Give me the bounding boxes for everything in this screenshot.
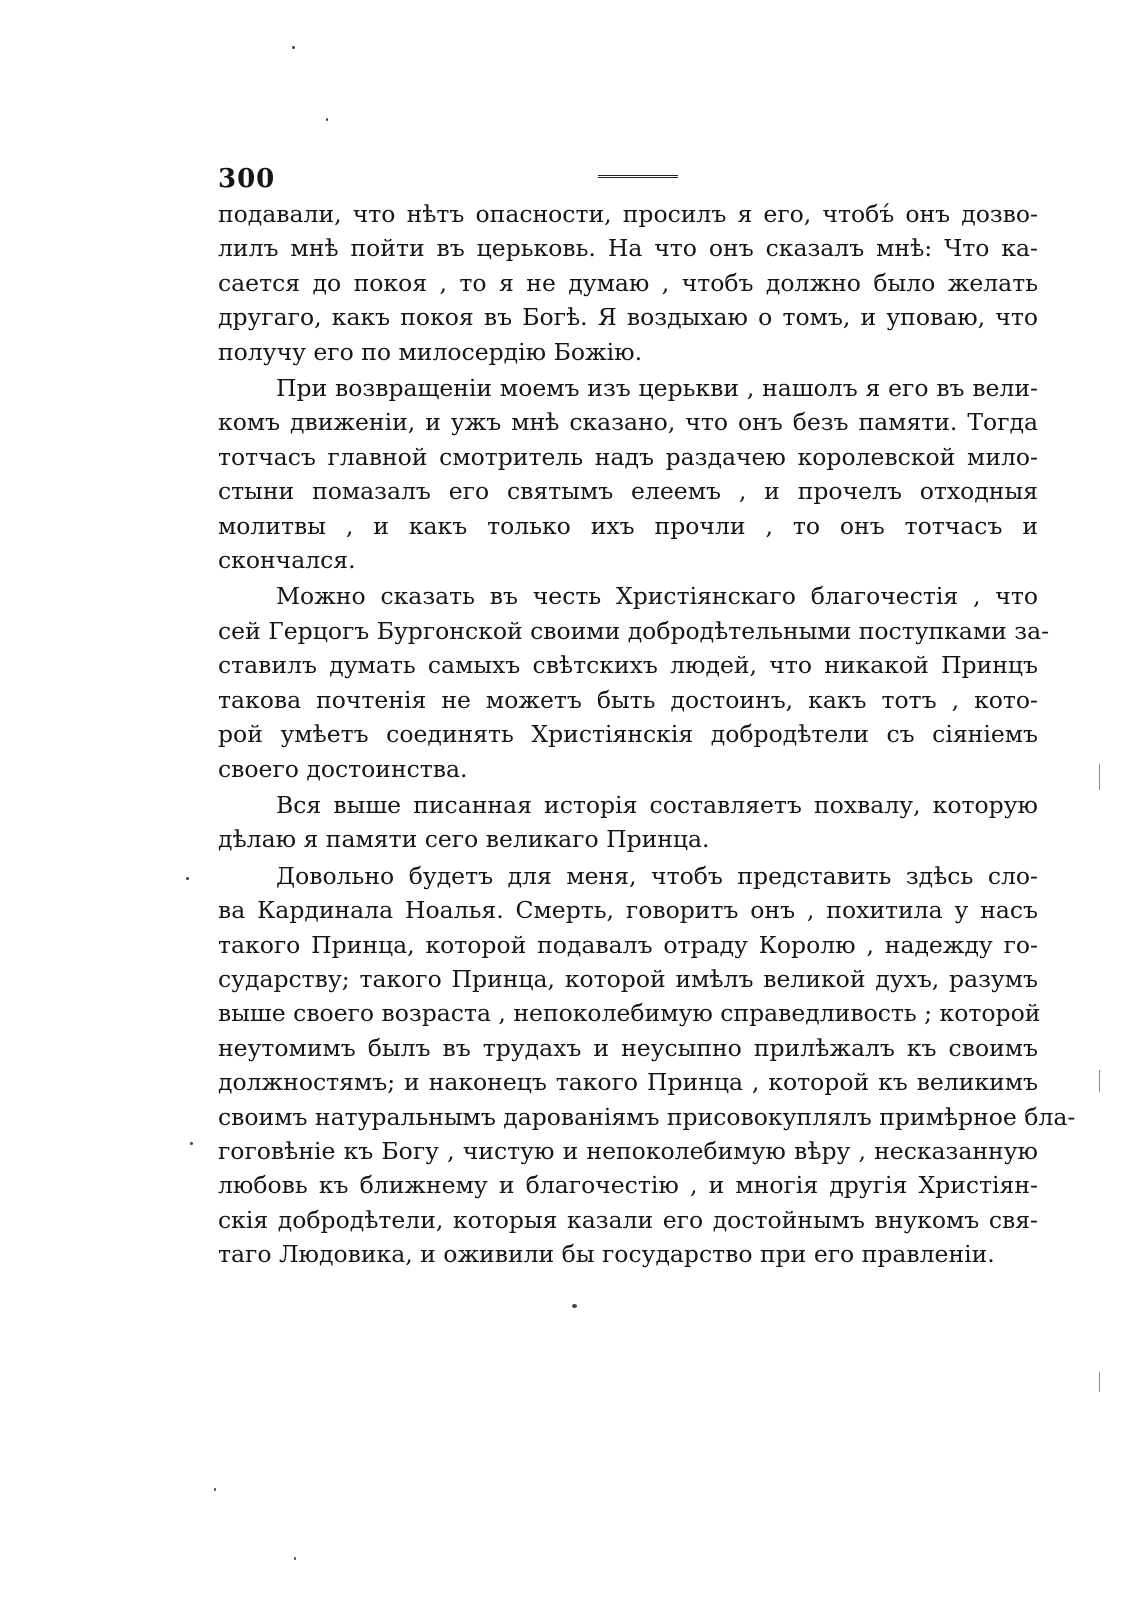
text-line: Можно сказать въ честь Христіянскаго благочестія , что [276,582,1038,611]
scan-speck [292,46,295,49]
text-line: такова почтенія не можетъ быть достоинъ, какъ тотъ , кото- [218,685,1038,714]
text-line: своимъ натуральнымъ дарованіямъ присовокуплялъ примѣрное бла- [218,1102,1076,1131]
paragraph [218,197,1038,369]
text-line: сударству; такого Принца, которой имѣлъ великой духъ, разумъ [218,964,1038,993]
text-line: Вся выше писанная исторія составляетъ похвалу, которую [276,790,1038,819]
text-line: стыни помазалъ его святымъ елеемъ , и прочелъ отходныя [218,477,1038,506]
text-line: своего достоинства. [218,754,468,783]
body-text [218,197,1076,1272]
text-line: сается до покоя , то я не думаю , чтобъ должно было желать [218,268,1038,297]
margin-tick [1099,764,1100,790]
text-line: любовь къ ближнему и благочестію , и многія другія Христіян- [218,1171,1038,1200]
text-line: подавали, что нѣтъ опасности, просилъ я его, чтобъ́ онъ дозво- [218,200,1038,228]
page-number: 300 [218,164,276,194]
text-line: должностямъ; и наконецъ такого Принца , которой къ великимъ [218,1068,1038,1097]
paragraph [218,371,1038,577]
text-line: сей Герцогъ Бургонской своими добродѣтельными поступками за- [218,616,1050,645]
text-line: При возвращеніи моемъ изъ церькви , нашолъ я его въ вели- [276,374,1038,403]
text-line: комъ движеніи, и ужъ мнѣ сказано, что онъ безъ памяти. Тогда [218,408,1038,437]
paragraph [218,859,1076,1272]
text-line: дѣлаю я памяти сего великаго Принца. [218,825,710,854]
text-line: рой умѣетъ соединять Христіянскія добродѣтели съ сіяніемъ [218,720,1038,749]
header-rule [598,175,678,178]
text-line: тотчасъ главной смотритель надъ раздачею королевской мило- [218,442,1038,471]
text-line: выше своего возраста , непоколебимую справедливость ; которой [218,999,1041,1028]
text-line: лилъ мнѣ пойти въ церьковь. На что онъ сказалъ мнѣ: Что ка- [218,234,1038,263]
margin-tick [1099,1372,1100,1392]
text-line: получу его по милосердію Божію. [218,337,643,366]
text-line: ставилъ думать самыхъ свѣтскихъ людей, что никакой Принцъ [218,651,1038,680]
scan-speck [214,1488,216,1491]
text-line: скія добродѣтели, которыя казали его достойнымъ внукомъ свя- [218,1205,1038,1234]
text-line: Довольно будетъ для меня, чтобъ представить здѣсь сло- [276,861,1038,890]
text-line: гоговѣніе къ Богу , чистую и непоколебимую вѣру , несказанную [218,1136,1038,1165]
margin-tick [1099,1070,1100,1092]
scan-speck [572,1304,577,1308]
text-line: такого Принца, которой подавалъ отраду Королю , надежду го- [218,930,1038,959]
paragraph [218,579,1050,785]
scan-speck [190,1142,193,1145]
scan-speck [326,118,328,121]
text-line: таго Людовика, и оживили бы государство при его правленіи. [218,1240,995,1269]
text-line: неутомимъ былъ въ трудахъ и неусыпно прилѣжалъ къ своимъ [218,1033,1038,1062]
text-line: молитвы , и какъ только ихъ прочли , то онъ тотчасъ и [218,511,1038,540]
paragraph [218,788,1038,857]
text-line: скончался. [218,546,356,575]
scan-speck [186,877,189,880]
text-line: ва Кардинала Ноалья. Смерть, говоритъ онъ , похитила у насъ [218,896,1038,925]
scan-speck [294,1557,296,1560]
text-line: другаго, какъ покоя въ Богѣ. Я воздыхаю о томъ, и уповаю, что [218,303,1038,332]
